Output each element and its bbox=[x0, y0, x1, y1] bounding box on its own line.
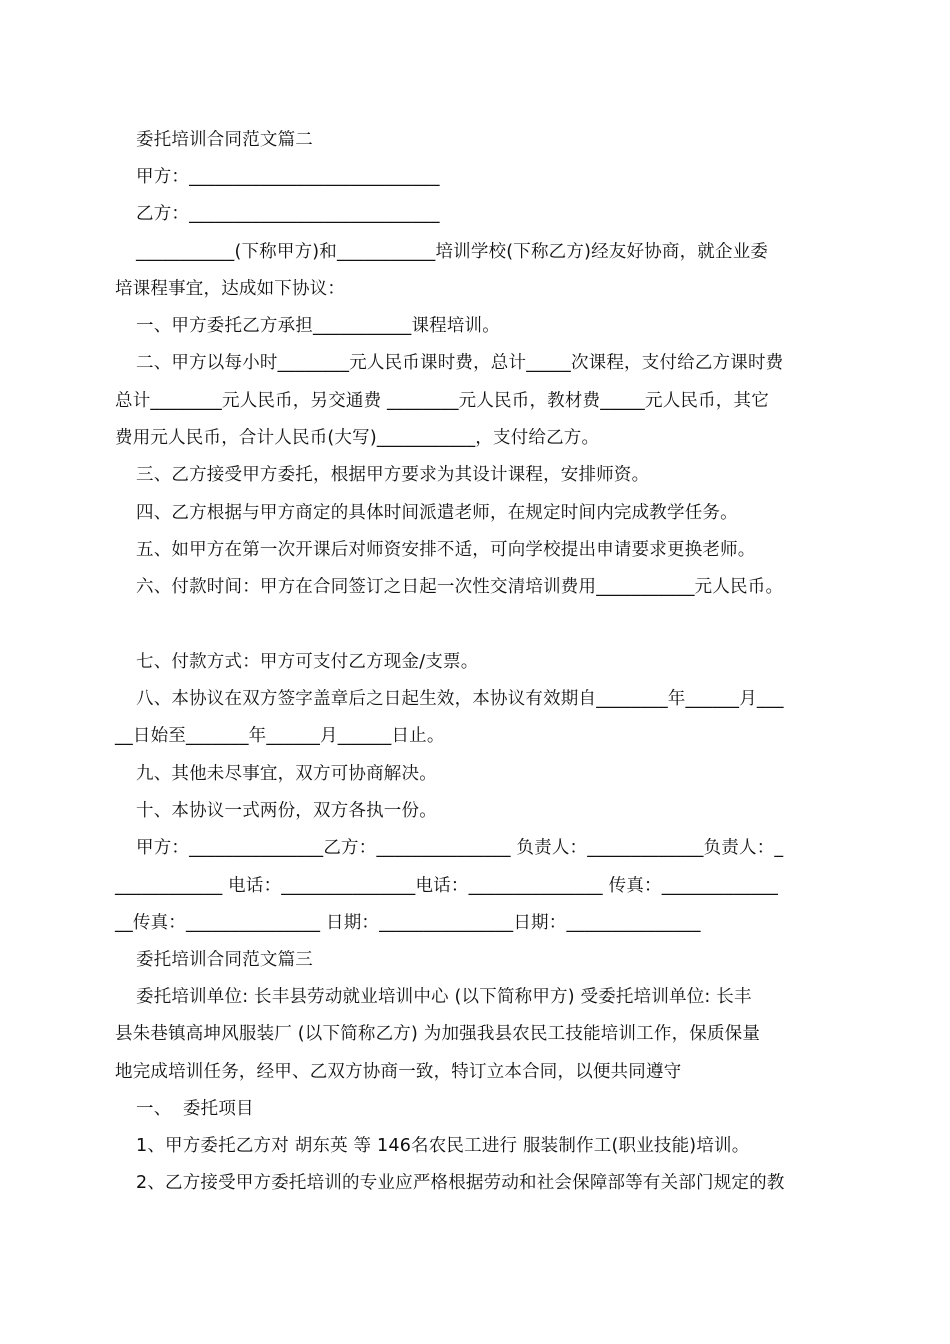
paragraph-line: 培课程事宜，达成如下协议： bbox=[115, 279, 346, 299]
paragraph-line: ___________(下称甲方)和___________培训学校(下称乙方)经友好协商，就企业委 bbox=[136, 242, 769, 262]
paragraph-line: 县朱巷镇高坤风服装厂 (以下简称乙方) 为加强我县农民工技能培训工作，保质保量 bbox=[115, 1024, 761, 1044]
clause-line: 十、本协议一式两份，双方各执一份。 bbox=[136, 801, 437, 821]
clause-line: 费用元人民币，合计人民币(大写)___________，支付给乙方。 bbox=[115, 428, 600, 448]
clause-line: 总计________元人民币，另交通费 ________元人民币，教材费_____元人民币，其它 bbox=[115, 391, 769, 411]
clause-line: 六、付款时间：甲方在合同签订之日起一次性交清培训费用___________元人民币。 bbox=[136, 577, 784, 597]
section-heading: 委托培训合同范文篇二 bbox=[136, 130, 313, 150]
party-b-line: 乙方：____________________________ bbox=[136, 204, 440, 224]
clause-line: 2、乙方接受甲方委托培训的专业应严格根据劳动和社会保障部等有关部门规定的教 bbox=[136, 1173, 785, 1193]
signature-line: __传真：_______________ 日期：_______________日期：_______________ bbox=[115, 913, 701, 933]
clause-line: 四、乙方根据与甲方商定的具体时间派遣老师，在规定时间内完成教学任务。 bbox=[136, 503, 738, 523]
subsection-heading: 一、 委托项目 bbox=[136, 1099, 254, 1119]
clause-line: 一、甲方委托乙方承担___________课程培训。 bbox=[136, 316, 500, 336]
clause-line: 三、乙方接受甲方委托，根据甲方要求为其设计课程，安排师资。 bbox=[136, 465, 650, 485]
clause-line: 九、其他未尽事宜，双方可协商解决。 bbox=[136, 764, 437, 784]
clause-line: 七、付款方式：甲方可支付乙方现金/支票。 bbox=[136, 652, 479, 672]
party-a-line: 甲方：____________________________ bbox=[136, 167, 440, 187]
clause-line: 八、本协议在双方签字盖章后之日起生效，本协议有效期自________年______月___ bbox=[136, 689, 784, 709]
section-heading: 委托培训合同范文篇三 bbox=[136, 950, 313, 970]
clause-line: __日始至_______年______月______日止。 bbox=[115, 726, 445, 746]
signature-line: 甲方：_______________乙方：_______________ 负责人：_____________负责人：_ bbox=[136, 838, 784, 858]
clause-line: 五、如甲方在第一次开课后对师资安排不适，可向学校提出申请要求更换老师。 bbox=[136, 540, 756, 560]
clause-line: 1、甲方委托乙方对 胡东英 等 146名农民工进行 服装制作工(职业技能)培训。 bbox=[136, 1136, 750, 1156]
paragraph-line: 地完成培训任务，经甲、乙双方协商一致，特订立本合同，以便共同遵守 bbox=[115, 1062, 682, 1082]
clause-line: 二、甲方以每小时________元人民币课时费，总计_____次课程，支付给乙方课时费 bbox=[136, 353, 784, 373]
paragraph-line: 委托培训单位: 长丰县劳动就业培训中心 (以下简称甲方) 受委托培训单位: 长丰 bbox=[136, 987, 752, 1007]
signature-line: ____________ 电话：_______________电话：_______________ 传真：_____________ bbox=[115, 876, 779, 896]
